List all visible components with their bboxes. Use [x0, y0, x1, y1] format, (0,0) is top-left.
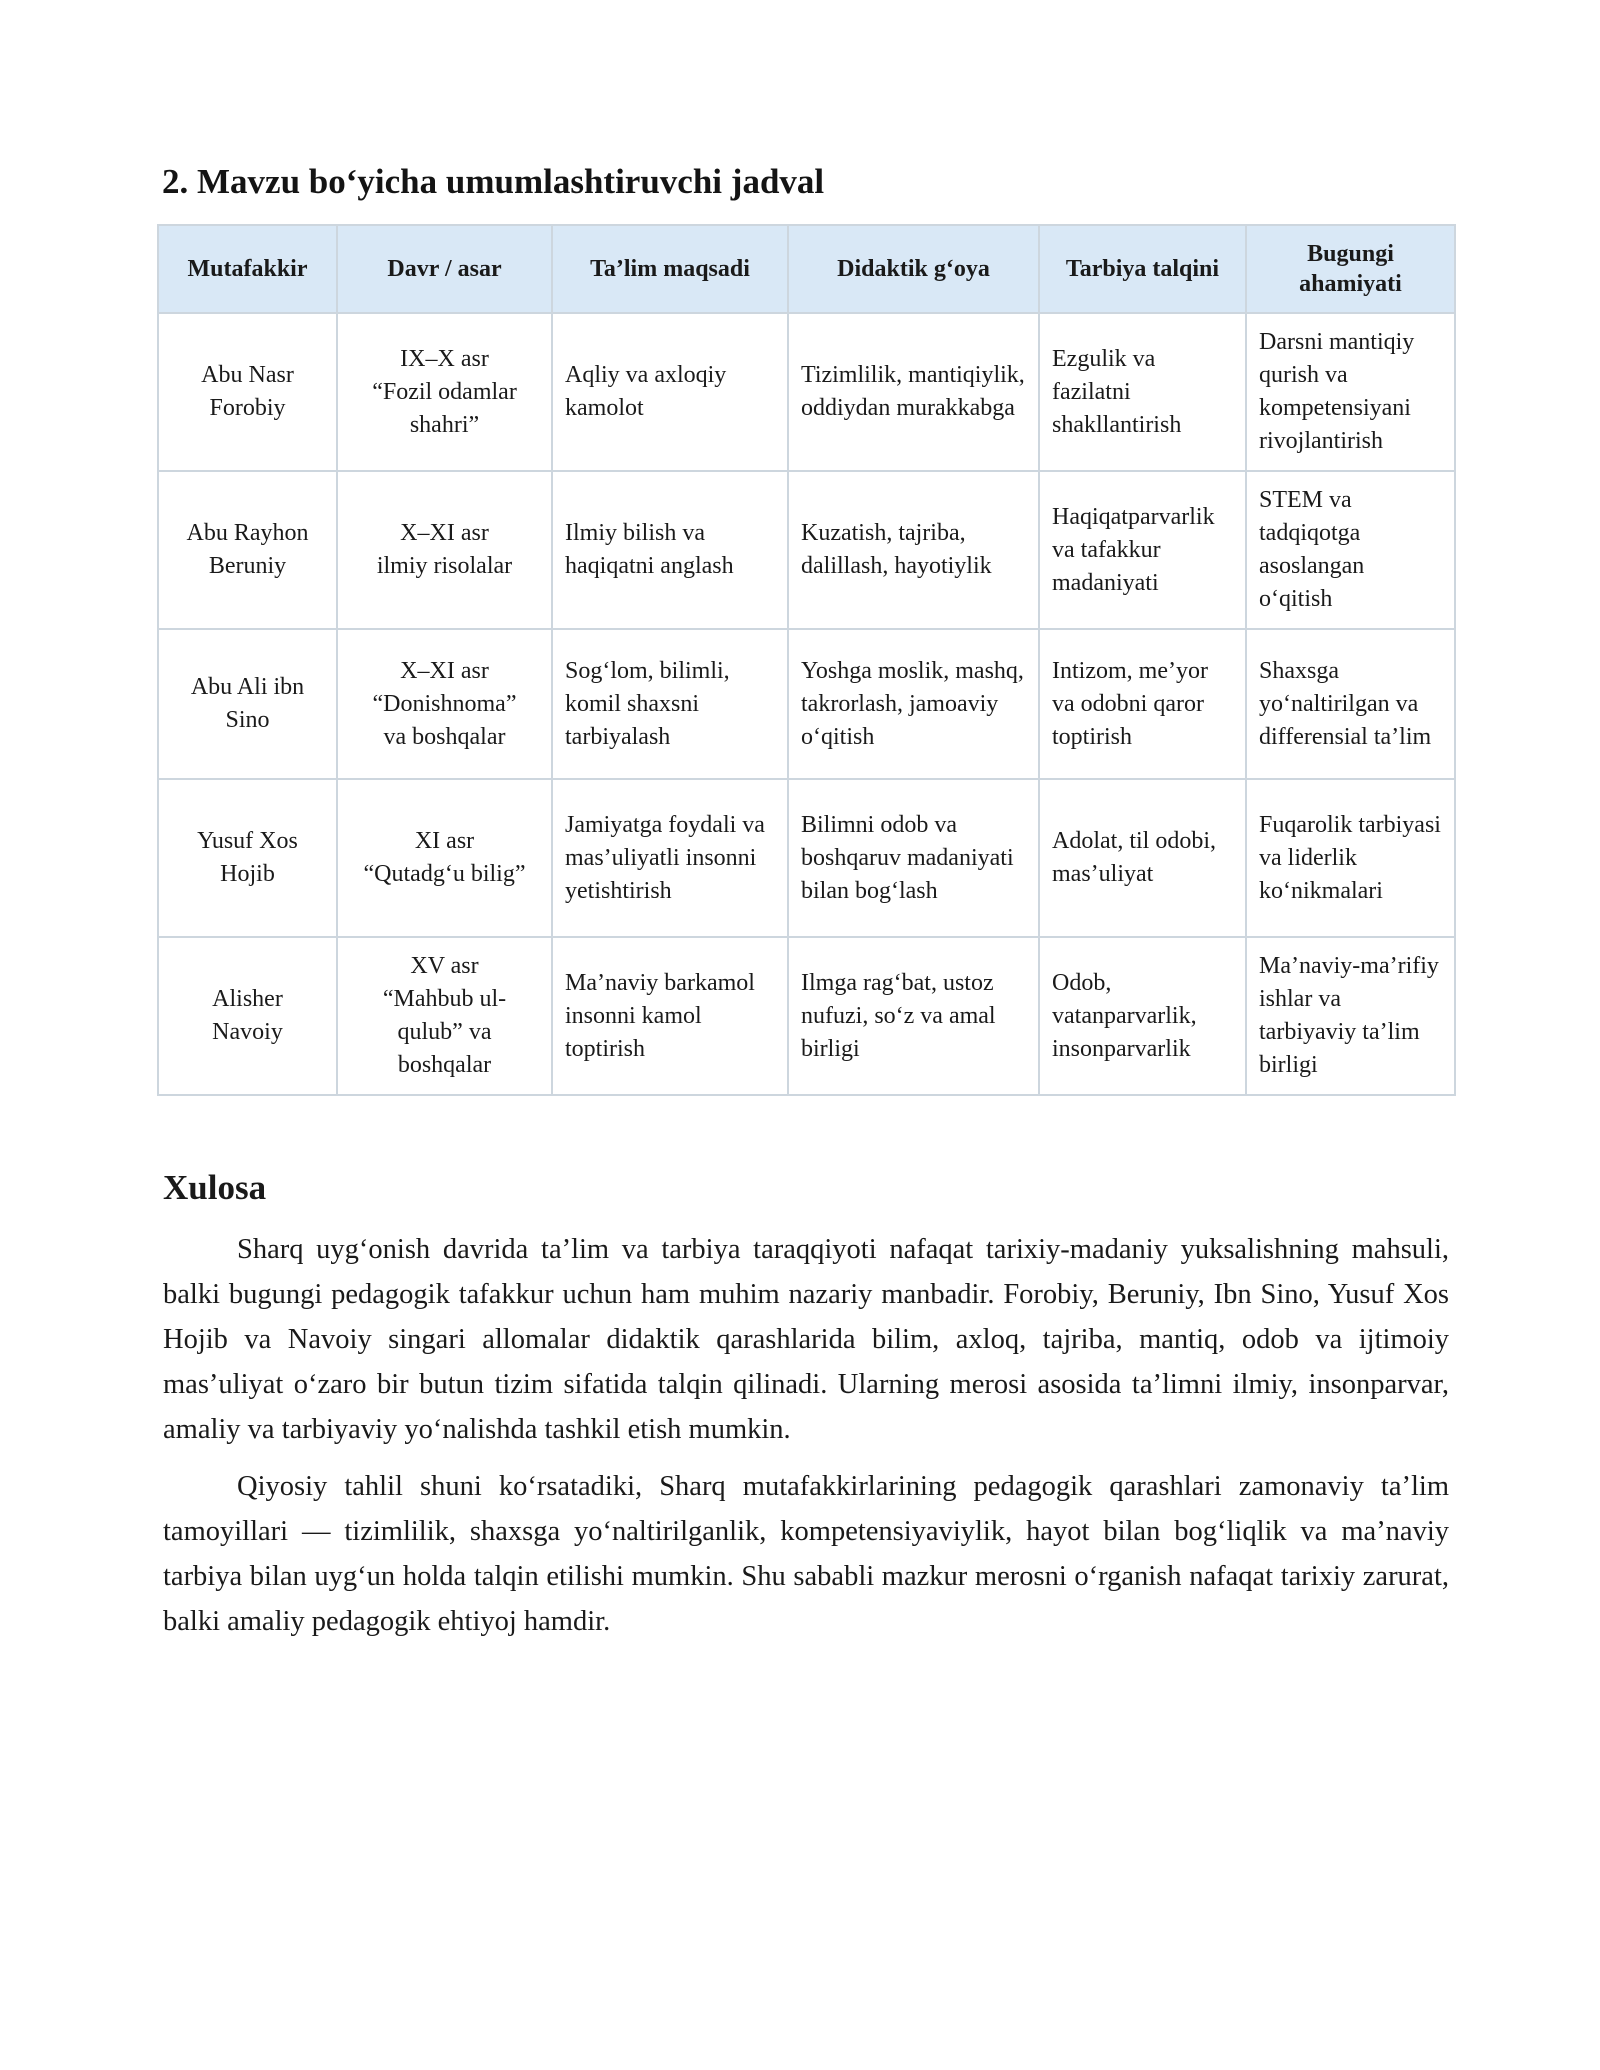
- conclusion-paragraph: Sharq uyg‘onish davrida ta’lim va tarbiya taraqqiyoti nafaqat tarixiy-madaniy yuksalishning mahsuli, balki bugungi pedagogik tafakkur uchun ham muhim nazariy manbadir. Forobiy, Beruniy, Ibn Sino, Yusuf Xos Hojib va Navoiy singari allomalar didaktik qarashlarida bilim, axloq, tajriba, mantiq, odob va ijtimoiy mas’uliyat o‘zaro bir butun tizim sifatida talqin qilinadi. Ularning merosi asosida ta’limni ilmiy, insonparvar, amaliy va tarbiyaviy yo‘nalishda tashkil etish mumkin.: [163, 1234, 1449, 1445]
- header-cell-upbringing: Tarbiya talqini: [1039, 225, 1246, 313]
- cell-thinker: [158, 937, 337, 1095]
- cell-relevance: [1246, 937, 1455, 1095]
- cell-text: Abu Rayhon Beruniy: [186, 520, 309, 579]
- cell-period: [337, 937, 552, 1095]
- cell-period: [337, 629, 552, 779]
- cell-text: Ma’naviy-ma’rifiy ishlar va tarbiyaviy ta’lim birligi: [1259, 953, 1439, 1078]
- cell-period: [337, 779, 552, 937]
- table-body: [158, 313, 1455, 1095]
- cell-text: X–XI asr ilmiy risolalar: [376, 520, 513, 579]
- cell-upbringing: [1039, 313, 1246, 471]
- cell-text: Shaxsga yo‘naltirilgan va differensial ta’lim: [1259, 657, 1432, 750]
- cell-text: Fuqarolik tarbiyasi va liderlik ko‘nikmalari: [1259, 811, 1441, 904]
- summary-table: [157, 224, 1456, 1096]
- cell-period: [337, 313, 552, 471]
- cell-idea: [788, 779, 1039, 937]
- cell-text: Bilimni odob va boshqaruv madaniyati bilan bog‘lash: [801, 811, 1014, 904]
- table-row: [158, 313, 1455, 471]
- conclusion-title: Xulosa: [163, 1168, 267, 1207]
- cell-relevance: [1246, 629, 1455, 779]
- cell-text: XI asr “Qutadg‘u bilig”: [363, 828, 526, 887]
- cell-upbringing: [1039, 779, 1246, 937]
- cell-text: Aqliy va axloqiy kamolot: [565, 362, 727, 421]
- cell-text: Adolat, til odobi, mas’uliyat: [1052, 828, 1216, 887]
- cell-text: XV asr “Mahbub ul- qulub” va boshqalar: [382, 953, 507, 1078]
- cell-text: Kuzatish, tajriba, dalillash, hayotiylik: [801, 520, 992, 579]
- cell-text: Sog‘lom, bilimli, komil shaxsni tarbiyalash: [565, 657, 730, 750]
- cell-goal: [552, 779, 788, 937]
- cell-text: Jamiyatga foydali va mas’uliyatli insonni yetishtirish: [565, 811, 765, 904]
- header-row: [158, 225, 1455, 313]
- cell-upbringing: [1039, 629, 1246, 779]
- cell-text: Alisher Navoiy: [212, 986, 283, 1045]
- cell-text: STEM va tadqiqotga asoslangan o‘qitish: [1259, 487, 1365, 612]
- cell-idea: [788, 629, 1039, 779]
- cell-text: Ma’naviy barkamol insonni kamol toptirish: [565, 969, 755, 1062]
- header-cell-relevance: Bugungi ahamiyati: [1246, 225, 1455, 313]
- cell-text: Odob, vatanparvarlik, insonparvarlik: [1052, 969, 1197, 1062]
- cell-text: Haqiqatparvarlik va tafakkur madaniyati: [1052, 503, 1215, 596]
- table-header: [158, 225, 1455, 313]
- cell-goal: [552, 471, 788, 629]
- cell-text: X–XI asr “Donishnoma” va boshqalar: [372, 657, 517, 750]
- table-row: [158, 937, 1455, 1095]
- header-cell-period: Davr / asar: [337, 225, 552, 313]
- cell-goal: [552, 937, 788, 1095]
- header-cell-thinker: Mutafakkir: [158, 225, 337, 313]
- cell-text: IX–X asr “Fozil odamlar shahri”: [372, 345, 517, 438]
- cell-idea: [788, 313, 1039, 471]
- cell-text: Yoshga moslik, mashq, takrorlash, jamoaviy o‘qitish: [801, 657, 1024, 750]
- cell-text: Darsni mantiqiy qurish va kompetensiyani rivojlantirish: [1259, 329, 1415, 454]
- table-row: [158, 779, 1455, 937]
- cell-text: Tizimlilik, mantiqiylik, oddiydan murakkabga: [801, 362, 1025, 421]
- cell-text: Ezgulik va fazilatni shakllantirish: [1052, 345, 1182, 438]
- cell-goal: [552, 313, 788, 471]
- cell-text: Intizom, me’yor va odobni qaror toptirish: [1052, 657, 1208, 750]
- cell-relevance: [1246, 313, 1455, 471]
- cell-text: Yusuf Xos Hojib: [197, 828, 298, 887]
- cell-text: Abu Nasr Forobiy: [201, 362, 294, 421]
- cell-idea: [788, 937, 1039, 1095]
- table-row: [158, 629, 1455, 779]
- cell-text: Ilmiy bilish va haqiqatni anglash: [565, 520, 734, 579]
- table-row: [158, 471, 1455, 629]
- header-cell-idea: Didaktik g‘oya: [788, 225, 1039, 313]
- conclusion-paragraph: Qiyosiy tahlil shuni ko‘rsatadiki, Sharq mutafakkirlarining pedagogik qarashlari zamonaviy ta’lim tamoyillari — tizimlilik, shaxsga yo‘naltirilganlik, kompetensiyaviylik, hayot bilan bog‘liqlik va ma’naviy tarbiya bilan uyg‘un holda talqin etilishi mumkin. Shu sababli mazkur merosni o‘rganish nafaqat tarixiy zarurat, balki amaliy pedagogik ehtiyoj hamdir.: [163, 1471, 1449, 1637]
- section-title: 2. Mavzu bo‘yicha umumlashtiruvchi jadval: [162, 162, 825, 201]
- cell-upbringing: [1039, 471, 1246, 629]
- cell-thinker: [158, 629, 337, 779]
- cell-thinker: [158, 779, 337, 937]
- cell-text: Abu Ali ibn Sino: [190, 674, 305, 733]
- cell-upbringing: [1039, 937, 1246, 1095]
- cell-text: Ilmga rag‘bat, ustoz nufuzi, so‘z va amal birligi: [801, 969, 996, 1062]
- cell-period: [337, 471, 552, 629]
- cell-thinker: [158, 471, 337, 629]
- cell-goal: [552, 629, 788, 779]
- cell-relevance: [1246, 471, 1455, 629]
- cell-idea: [788, 471, 1039, 629]
- cell-relevance: [1246, 779, 1455, 937]
- cell-thinker: [158, 313, 337, 471]
- header-cell-goal: Ta’lim maqsadi: [552, 225, 788, 313]
